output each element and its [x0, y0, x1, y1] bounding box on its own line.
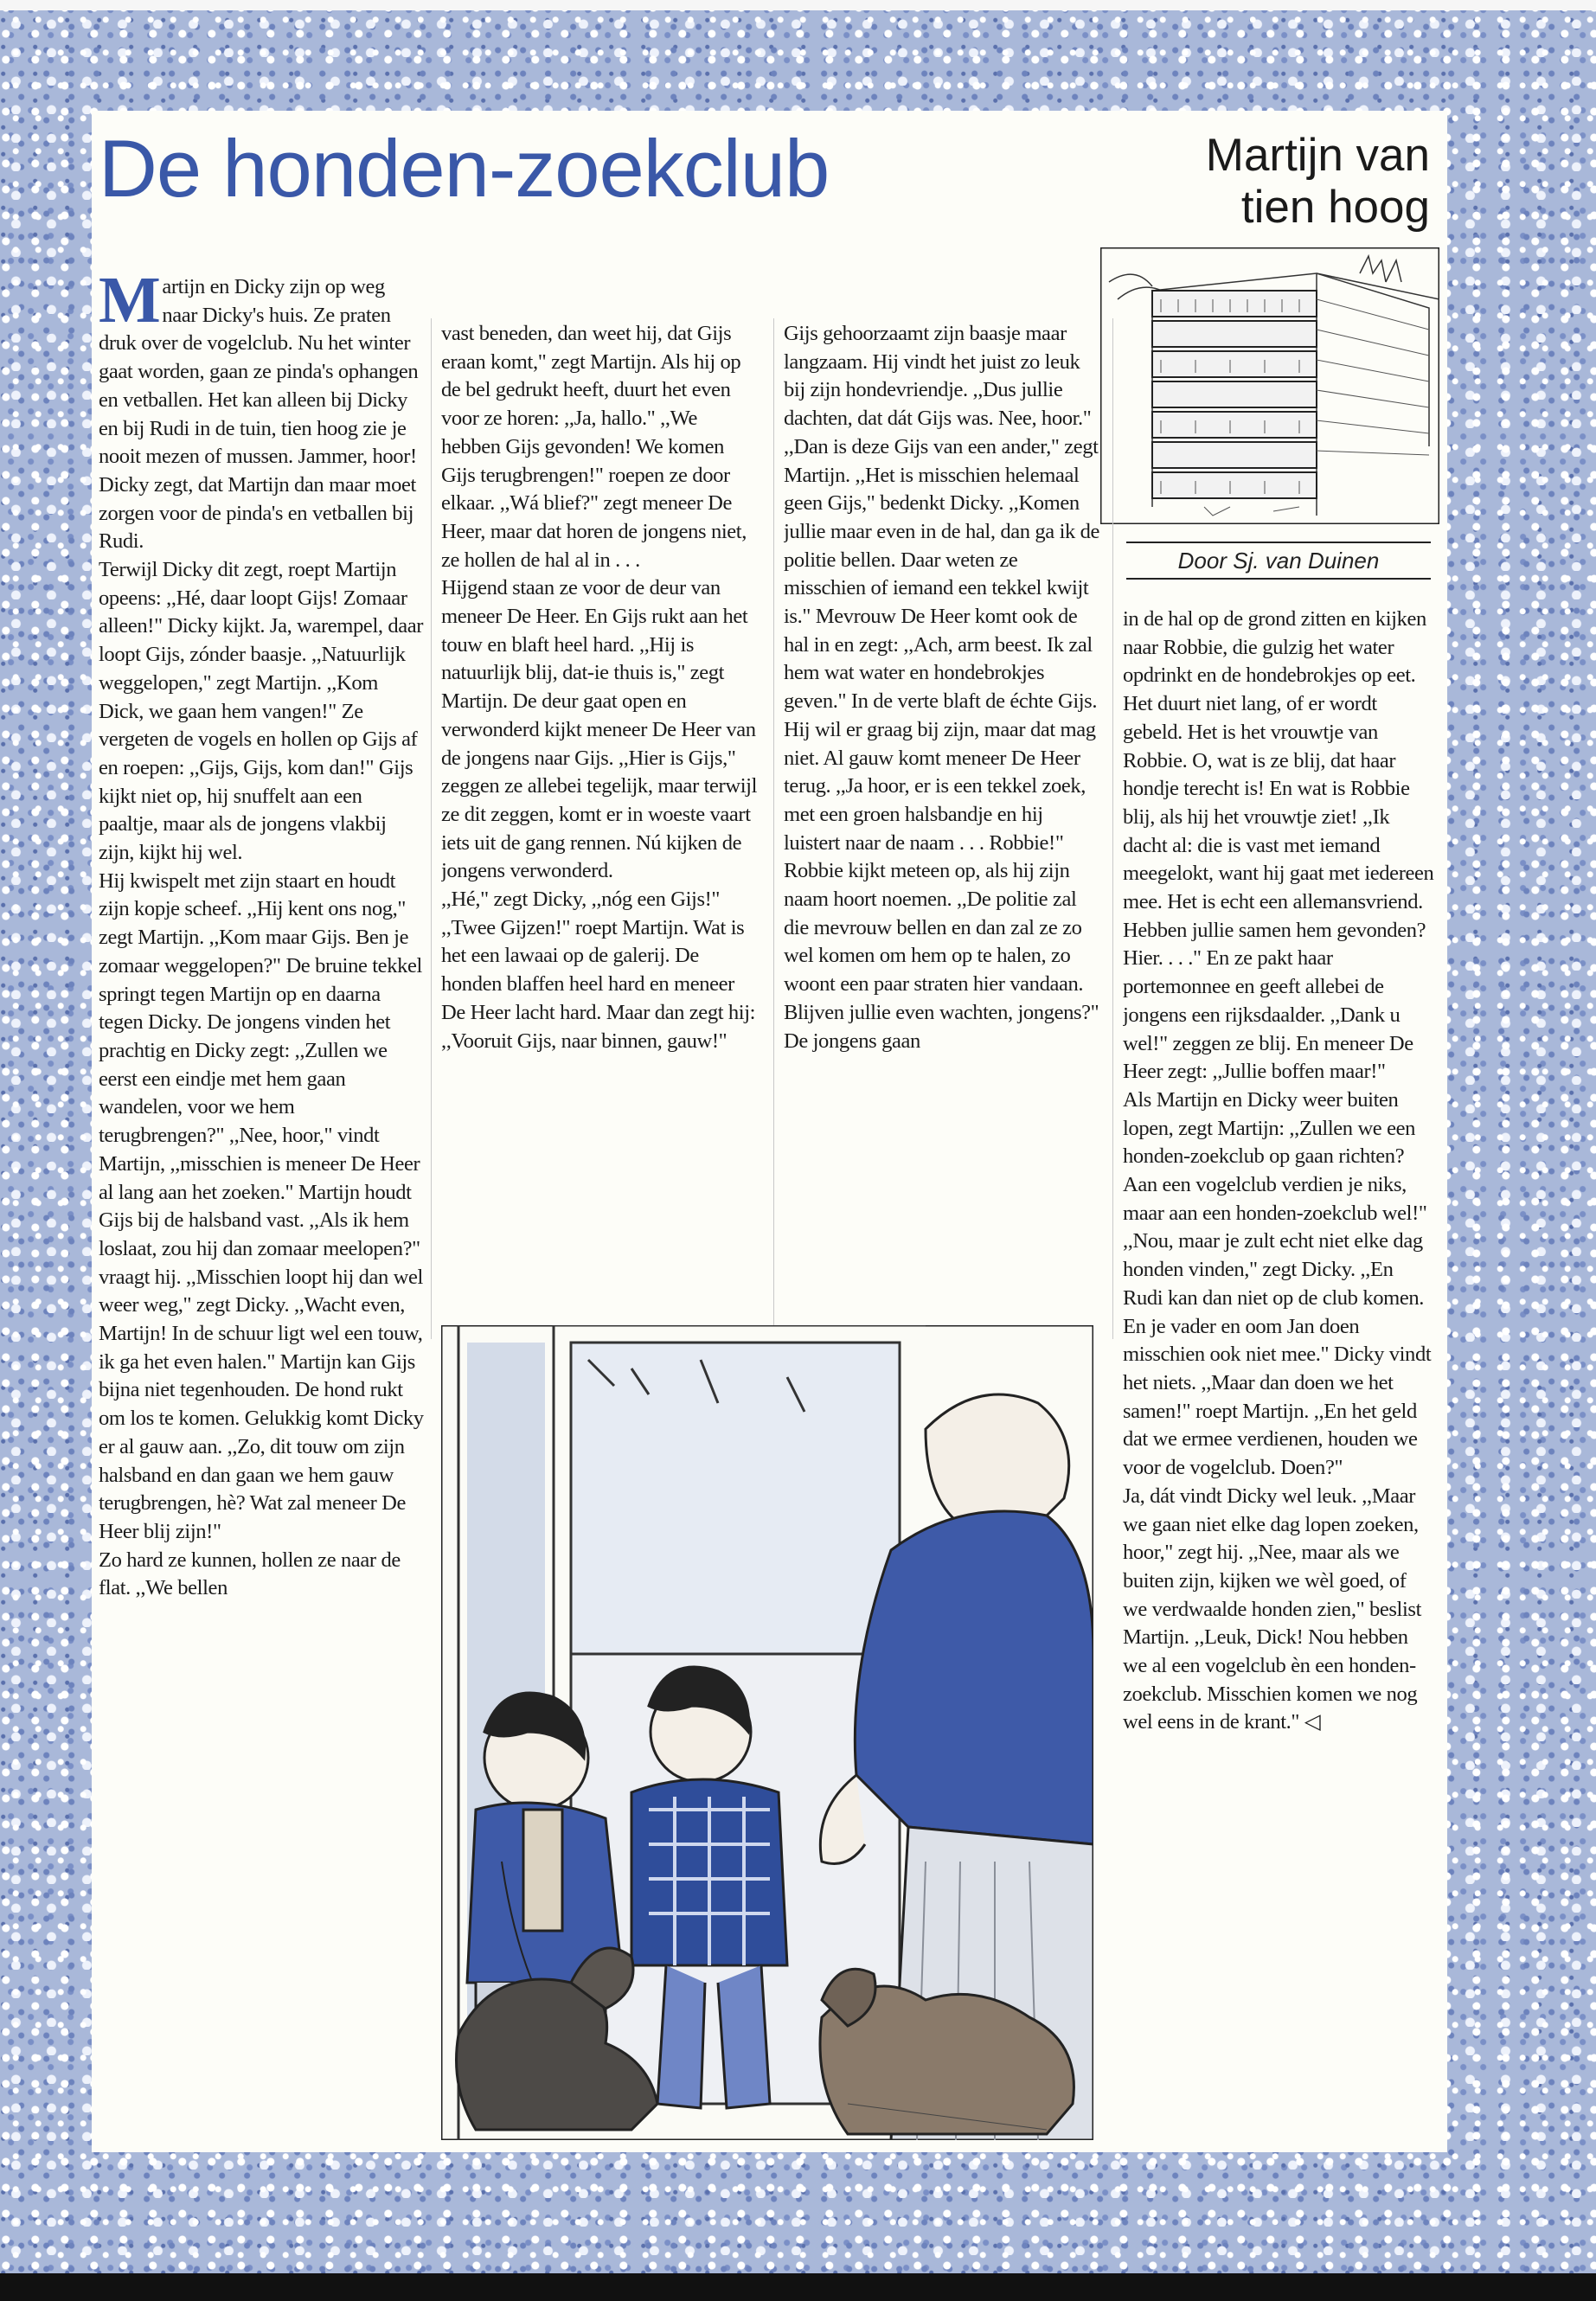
apartment-building-illustration: [1100, 247, 1439, 524]
series-title: [1101, 130, 1430, 234]
series-title-line1: Martijn van: [1205, 130, 1430, 181]
column-rule: [773, 318, 774, 1339]
column-1-text: artijn en Dicky zijn op weg naar Dicky's huis. Ze praten druk over de vogelclub. Nu het winter gaat worden, gaan ze pinda's ophangen en vetballen. Het kan alleen bij Dicky en bij Rudi in de tuin, tien hoog zie je nooit mezen of mussen. Jammer, hoor! Dicky zegt, dat Martijn dan maar moet zorgen voor de pinda's en vetballen bij Rudi. Terwijl Dicky dit zegt, roept Martijn opeens: ,,Hé, daar loopt Gijs! Zomaar alleen!" Dicky kijkt. Ja, warempel, daar loopt Gijs, zónder baasje. ,,Natuurlijk weggelopen," zegt Martijn. ,,Kom Dick, we gaan hem vangen!" Ze vergeten de vogels en hollen op Gijs af en roepen: ,,Gijs, Gijs, kom dan!" Gijs kijkt niet op, hij snuffelt aan een paaltje, maar als de jongens vlakbij zijn, kijkt hij wel. Hij kwispelt met zijn staart en houdt zijn kopje scheef. ,,Hij kent ons nog," zegt Martijn. ,,Kom maar Gijs. Ben je zomaar weggelopen?" De bruine tekkel springt tegen Martijn op en daarna tegen Dicky. De jongens vinden het prachtig en Dicky zegt: ,,Zullen we eerst een eindje met hem gaan wandelen, voor we hem terugbrengen?" ,,Nee, hoor," vindt Martijn, ,,misschien is meneer De Heer al lang aan het zoeken." Martijn houdt Gijs bij de halsband vast. ,,Als ik hem loslaat, zou hij dan zomaar meelopen?" vraagt hij. ,,Misschien loopt hij dan wel weer weg," zegt Dicky. ,,Wacht even, Martijn! In de schuur ligt wel een touw, ik ga het even halen." Martijn kan Gijs bijna niet tegenhouden. De hond rukt om los te komen. Gelukkig komt Dicky er al gauw aan. ,,Zo, dit touw om zijn halsband en dan gaan we hem gauw terugbrengen, hè? Wat zal meneer De Heer blij zijn!" Zo hard ze kunnen, hollen ze naar de flat. ,,We bellen: [99, 275, 424, 1600]
series-title-line2: tien hoog: [1240, 182, 1430, 233]
article-column-1: [99, 273, 424, 2133]
page-top-edge: [0, 0, 1596, 10]
article-column-4: in de hal op de grond zitten en kijken naar Robbie, die gulzig het water opdrinkt en de hondebrokjes op eet. Het duurt niet lang, of er wordt gebeld. Het is het vrouwtje van Robbie. O, wat is ze blij, dat haar hondje terecht is! En wat is Robbie blij, als hij het vrouwtje ziet! ,,Ik dacht al: die is vast met iemand meegelokt, want hij gaat met iedereen mee. Het is echt een allemansvriend. Hebben jullie samen hem gevonden? Hier. . . ." En ze pakt haar portemonnee en geeft allebei de jongens een rijksdaalder. ,,Dank u wel!" zeggen ze blij. En meneer De Heer zegt: ,,Jullie boffen maar!" Als Martijn en Dicky weer buiten lopen, zegt Martijn: ,,Zullen we een honden-zoekclub op gaan richten? Aan een vogelclub verdien je niks, maar aan een honden-zoekclub wel!" ,,Nou, maar je zult echt niet elke dag honden vinden," zegt Dicky. ,,En Rudi kan dan niet op de club komen. En je vader en oom Jan doen misschien ook niet mee." Dicky vindt het niets. ,,Maar dan doen we het samen!" roept Martijn. ,,En het geld dat we ermee verdienen, houden we voor de vogelclub. Doen?" Ja, dát vindt Dicky wel leuk. ,,Maar we gaan niet elke dag lopen zoeken, hoor," zegt hij. ,,Nee, maar als we buiten zijn, kijken we wèl goed, of we verdwaalde honden zien," beslist Martijn. ,,Leuk, Dick! Nou hebben we al een vogelclub èn een honden-zoekclub. Misschien komen we nog wel eens in de krant." ◁: [1123, 607, 1434, 1734]
article-title: De honden-zoekclub: [99, 123, 830, 214]
article-panel: [92, 111, 1447, 2152]
column-rule: [431, 318, 432, 1339]
drop-cap: M: [99, 273, 161, 336]
article-column-2: vast beneden, dan weet hij, dat Gijs eraan komt," zegt Martijn. Als hij op de bel gedrukt heeft, duurt het even voor ze horen: ,,Ja, hallo." ,,We hebben Gijs gevonden! We komen Gijs terugbrengen!" roepen ze door elkaar. ,,Wá blief?" zegt meneer De Heer, maar dat horen de jongens niet, ze hollen de hal al in . . . Hijgend staan ze voor de deur van meneer De Heer. En Gijs rukt aan het touw en blaft heel hard. ,,Hij is natuurlijk blij, dat-ie thuis is," zegt Martijn. De deur gaat open en verwonderd kijkt meneer De Heer van de jongens naar Gijs. ,,Hier is Gijs," zeggen ze allebei tegelijk, maar terwijl ze dit zeggen, komt er in woeste vaart iets uit de gang rennen. Nú kijken de jongens verwonderd. ,,Hé," zegt Dicky, ,,nóg een Gijs!" ,,Twee Gijzen!" roept Martijn. Wat is het een lawaai op de galerij. De honden blaffen heel hard en meneer De Heer lacht hard. Maar dan zegt hij: ,,Vooruit Gijs, naar binnen, gauw!": [441, 322, 758, 1053]
column-rule: [1112, 318, 1113, 1339]
page-bottom-edge: [0, 2273, 1596, 2301]
byline: Door Sj. van Duinen: [1126, 542, 1431, 580]
article-column-3: Gijs gehoorzaamt zijn baasje maar langzaam. Hij vindt het juist zo leuk bij zijn hondevriendje. ,,Dus jullie dachten, dat dát Gijs was. Nee, hoor." ,,Dan is deze Gijs van een ander," zegt Martijn. ,,Het is misschien helemaal geen Gijs," bedenkt Dicky. ,,Komen jullie maar even in de hal, dan ga ik de politie bellen. Daar weten ze misschien of iemand een tekkel kwijt is." Mevrouw De Heer komt ook de hal in en zegt: ,,Ach, arm beest. Ik zal hem wat water en hondebrokjes geven." In de verte blaft de échte Gijs. Hij wil er graag bij zijn, maar dat mag niet. Al gauw komt meneer De Heer terug. ,,Ja hoor, er is een tekkel zoek, met een groen halsbandje en hij luistert naar de naam . . . Robbie!" Robbie kijkt meteen op, als hij zijn naam hoort noemen. ,,De politie zal die mevrouw bellen en dan zal ze zo wel komen om hem op te halen, zo woont een paar straten hier vandaan. Blijven jullie even wachten, jongens?" De jongens gaan: [784, 322, 1100, 1053]
boys-dogs-doorway-illustration: [441, 1325, 1093, 2140]
